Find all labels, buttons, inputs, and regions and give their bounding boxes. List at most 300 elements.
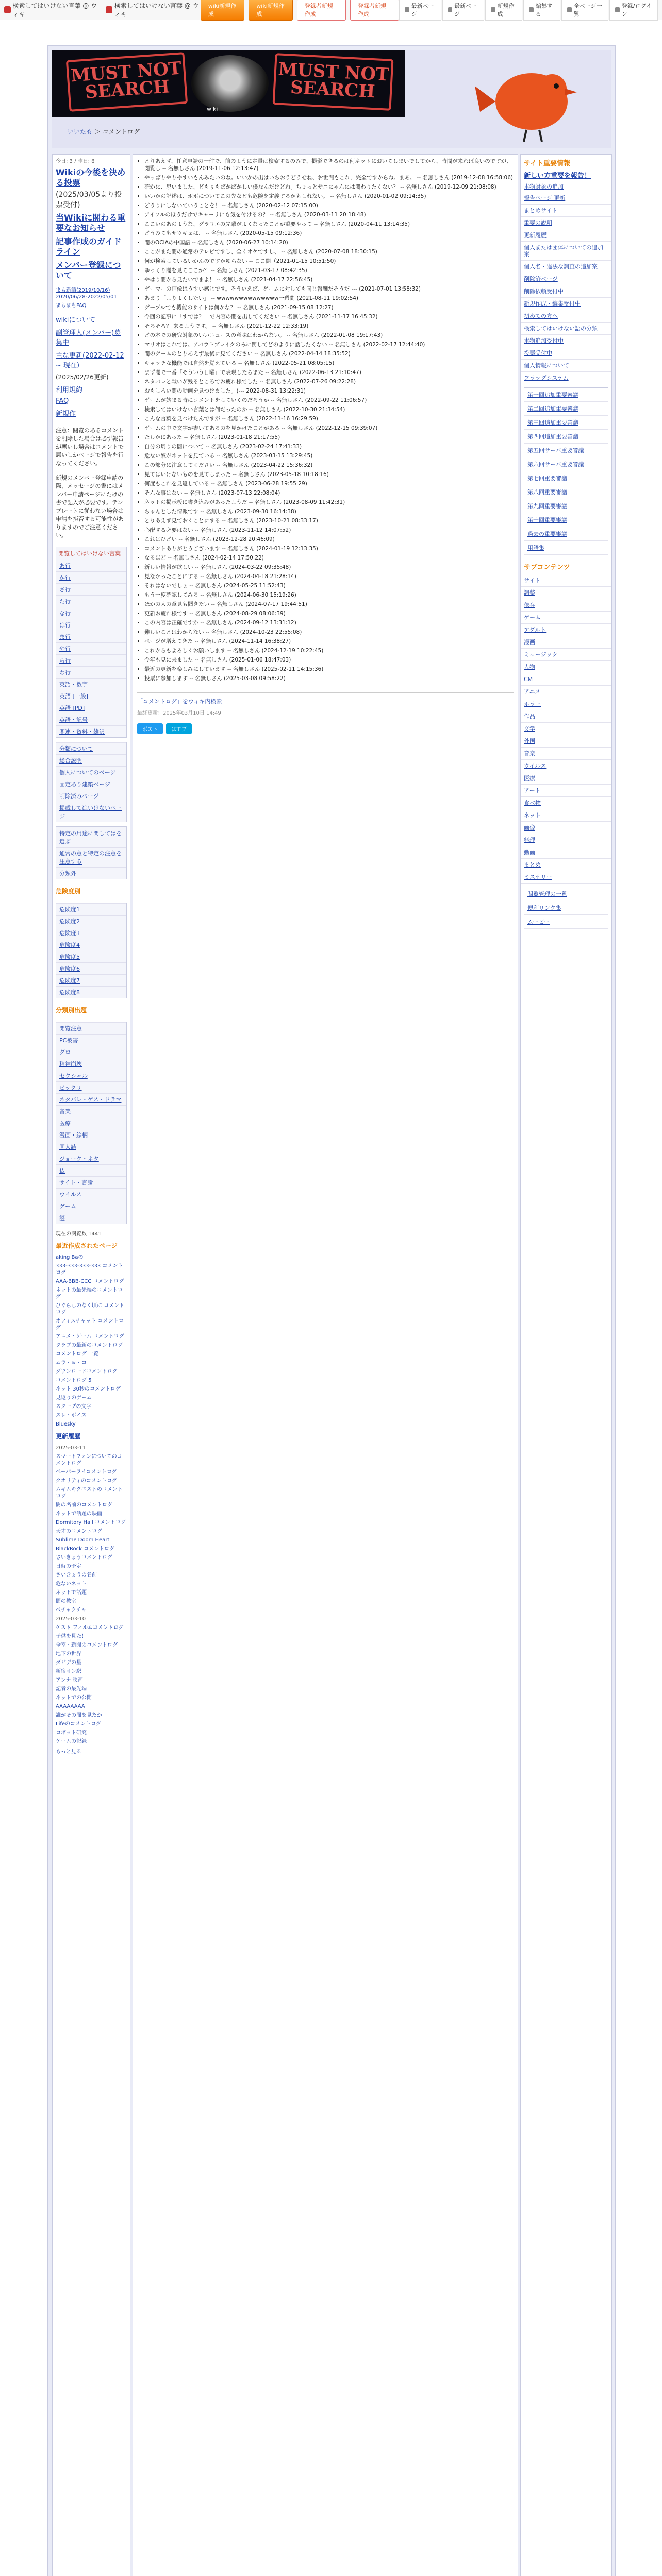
report-link[interactable]: 新しい方重要を報告！ [524,172,591,180]
sub-content-link[interactable]: アート [521,785,611,797]
comment-item: • 見なかったことにする -- 名無しさん (2024-04-18 21:28:14) [144,573,514,580]
comment-item: • 確かに、思いました、どもぅもばかばかしい僕なんだけどね。ちょっとサニにゃんには関わりたくない？ -- 名無しさん (2019-12-09 21:08:08) [144,183,514,191]
comment-item: • そろそろ？ 来るようです。 -- 名無しさん (2021-12-22 12:33:19) [144,323,514,330]
review-link[interactable]: 第二回追加重要審議 [524,402,608,416]
history-link[interactable]: ネットで話題 [56,1590,87,1596]
sub-content-link[interactable]: 依存 [521,599,611,612]
review-link[interactable]: 第三回追加重要審議 [524,416,608,430]
history-link[interactable]: ムキムキクエストのコメントログ [56,1487,123,1499]
comment-item: • コメントありがとうございます -- 名無しさん (2024-01-19 12:13:35) [144,545,514,552]
category-link[interactable]: 閲覧注意 [56,1022,126,1034]
history-date: 2025-03-11 [56,1445,86,1451]
sub-content-link[interactable]: 食べ物 [521,797,611,809]
sub-content-link[interactable]: ミュージック [521,649,611,661]
breadcrumb-current: コメントログ [102,128,140,135]
last-updated: 最終更新：2025年03月10日 14:49 [137,710,221,716]
category-list [56,1022,127,1224]
sub-content-link[interactable]: ミステリー [521,871,611,884]
recent-page-link[interactable]: Bluesky [56,1421,76,1427]
right-menu-item[interactable]: フラッグシステム [521,372,611,384]
toolbar-item-label: 最新ページ [454,3,477,18]
bottom-link[interactable]: ムービー [524,915,608,929]
sub-content-link[interactable]: 動画 [521,846,611,859]
history-link[interactable]: ネットで話題の映画 [56,1511,102,1517]
kana-link[interactable]: ら行 [56,654,126,666]
register-button-2[interactable]: 登録者新規作成 [350,0,399,21]
sub-content-link[interactable]: ウイルス [521,760,611,772]
recent-page-link[interactable]: ひぐらしのなく頃に コメントログ [56,1303,125,1315]
right-menu-item[interactable]: 報告ページ 更新 [521,192,611,205]
right-menu-item[interactable]: 更新履歴 [521,229,611,242]
comment-item: • 見てはいけないものを見てしまった -- 名無しさん (2023-05-18 10:18:16) [144,471,514,478]
comment-item: • ここいのあのような、グラリエの先輩がよくなったことが重要やって -- 名無しさん (2020-04-11 13:14:35) [144,221,514,228]
review-link[interactable]: 第四回追加重要審議 [524,430,608,444]
recent-page-link[interactable]: スレ・ボイス [56,1413,87,1418]
right-menu-item[interactable]: 重要の説明 [521,217,611,229]
comment-item: • これはひどい -- 名無しさん (2023-12-28 20:46:09) [144,536,514,543]
kana-link[interactable]: ま行 [56,631,126,642]
special-link[interactable]: 分類外 [56,867,126,879]
toolbar-item-label: 全ページ一覧 [573,3,602,18]
kana-link[interactable]: 英語 [一般] [56,690,126,702]
notice-link[interactable]: 当Wikiに関わる重要なお知らせ [56,213,126,233]
right-menu-item[interactable]: 投票受付中 [521,347,611,360]
important-links [53,166,130,285]
danger-level-link[interactable]: 危険度3 [56,927,126,939]
recent-pages-heading: 最近作成されたページ [56,1242,118,1249]
comment-item: • 危ない奴がネットを見ている -- 名無しさん (2023-03-15 13:29:45) [144,452,514,460]
special-box [56,826,127,879]
site-icon [4,6,11,13]
site-info-heading: サイト重要情報 [524,160,571,167]
comment-item: • 自分の周りの闇について -- 名無しさん (2023-02-24 17:41:33) [144,443,514,450]
toolbar-item-label: 編集する [535,3,553,18]
user-icon [615,7,620,12]
sub-content-link[interactable]: 調整 [521,587,611,599]
toolbar-actions [201,0,399,21]
comment-log [133,155,518,687]
site-header [52,50,611,148]
recent-page-link[interactable]: AAA-BBB-CCC コメントログ [56,1279,124,1284]
history-link[interactable]: Lifeのコメントログ [56,1721,102,1727]
member-notice-text: 新規のメンバー登録申請の際、メッセージの書にはメンバー申請ページにたけの書で記入が必要です。テンプレートに従わない場合は申請を拒否する可能性がありますのでご注意ください。 [56,474,124,539]
sub-content-link[interactable]: 医療 [521,772,611,785]
history-link[interactable]: 新宿オン駅 [56,1669,81,1674]
comment-item: • 今年も見に来ました -- 名無しさん (2025-01-06 18:47:03) [144,656,514,664]
history-link[interactable]: ロボット研究 [56,1730,87,1736]
comment-item: • たしかにあった -- 名無しさん (2023-01-18 21:17:55) [144,434,514,441]
comment-list [137,158,514,682]
register-button[interactable]: 登録者新規作成 [297,0,346,21]
right-menu [521,192,611,384]
recent-page-link[interactable]: コメントログ 5 [56,1378,92,1383]
history-heading: 更新履歴 [56,1433,81,1440]
comment-item: • まず闇で一番「そういう日曜」で表現したらまた -- 名無しさん (2022-06-13 21:10:47) [144,369,514,376]
sub-content-link[interactable]: まとめ [521,859,611,871]
banner-artwork [191,55,269,112]
recent-page-link[interactable]: オフィスチャット コメントログ [56,1318,124,1331]
comment-item: • いいかの記述は、ボボについてこの先なども危険を定義するかもしれない。 -- 名無しさん (2020-01-02 09:14:35) [144,193,514,200]
updates-link[interactable]: 主な更新(2022-02-12 ~ 現在) [56,352,124,369]
toolbar-left [4,1,201,19]
comment-item: • ほかの人の意見も聞きたい -- 名無しさん (2024-07-17 19:44:51) [144,601,514,608]
sub-content-link[interactable]: 人物 [521,661,611,673]
history-link[interactable]: ペーパーライコメントログ [56,1469,117,1475]
comment-item: • ネタバレと戦いが残るところでお疲れ様でした -- 名無しさん (2022-07-26 09:22:28) [144,378,514,385]
comment-item: • ゲーブルでも機能のサイトは何かな？ -- 名無しさん (2021-09-15 08:12:27) [144,304,514,311]
danger-level-box [56,903,127,998]
danger-level-link[interactable]: 危険度1 [56,903,126,915]
sub-content-link[interactable]: サイト [521,574,611,587]
vote-link[interactable]: Wikiの今後を決める投票 [56,167,126,188]
sub-content-heading: サブコンテンツ [524,564,570,571]
comment-item: • それはないでしょ -- 名無しさん (2024-05-25 11:52:43) [144,582,514,589]
comment-item: • ネットの掲示板に書き込みがあったようだ -- 名無しさん (2023-08-09 11:42:31) [144,499,514,506]
history-link[interactable]: ペチャクチャ [56,1607,87,1613]
kana-link[interactable]: は行 [56,619,126,631]
faq-link[interactable]: FAQ [56,397,69,405]
kana-link[interactable]: た行 [56,595,126,607]
review-link[interactable]: 第九回重要審議 [524,499,608,513]
kana-link[interactable]: あ行 [56,560,126,571]
recent-page-link[interactable]: 見返りのゲーム [56,1395,92,1401]
comment-item: • ゲームの中で文字が書いてあるのを見かけたことがある -- 名無しさん (2022-12-15 09:39:07) [144,425,514,432]
toolbar-item[interactable] [523,0,560,21]
history-link[interactable]: 誰がその闇を見たか [56,1713,102,1718]
recent-page-link[interactable]: スクープの文字 [56,1404,92,1410]
must-not-search-stamp-2: MUST NOT SEARCH [273,53,394,111]
plus-icon [491,7,495,12]
history-link[interactable]: 子供を見た！ [56,1634,87,1639]
history-link[interactable]: アンナ 映画 [56,1677,83,1683]
category-link[interactable]: ビックリ [56,1081,126,1093]
danger-level-link[interactable]: 危険度7 [56,974,126,986]
breadcrumb-separator: ＞ [94,128,101,135]
sub-content-link[interactable]: ゲーム [521,612,611,624]
history-link[interactable]: 闇の名前のコメントログ [56,1502,112,1508]
review-link[interactable]: 第八回重要審議 [524,485,608,499]
classification-box [56,742,127,822]
recent-page-link[interactable]: ネットの最先端のコメントログ [56,1287,123,1300]
breadcrumb [68,127,140,136]
right-menu-item[interactable]: 新規作成・編集受付中 [521,298,611,310]
comment-item: • こんな言葉を見つけたんですが -- 名無しさん (2022-11-16 16:29:59) [144,415,514,422]
classification-link[interactable]: 総合説明 [56,754,126,766]
comment-item: • 心配する必要はない -- 名無しさん (2023-11-12 14:07:52) [144,527,514,534]
history-link[interactable]: クオリティのコメントログ [56,1478,117,1484]
share-buttons [137,723,514,734]
wiki-create-button[interactable]: wiki新規作成 [201,0,244,21]
kana-link[interactable]: 英語 [PD] [56,702,126,714]
misc-link[interactable]: まもまもFAQ [56,303,87,309]
danger-level-link[interactable]: 危険度4 [56,939,126,951]
toolbar-item[interactable] [561,0,608,21]
comment-item: • マリオはこれでは。アバウトブレイクのみに関してどのように話したくない -- 名無しさん (2022-02-17 12:44:40) [144,341,514,348]
recent-page-link[interactable]: ムラ・ヨ・コ [56,1360,87,1366]
comment-item: • なるほど -- 名無しさん (2024-02-14 17:50:22) [144,554,514,562]
kana-link[interactable]: か行 [56,571,126,583]
sub-content-link[interactable]: ネット [521,809,611,822]
classification-link[interactable]: 分類について [56,742,126,754]
comment-item: • どうりにしないていうことを！ -- 名無しさん (2020-02-12 07:15:00) [144,202,514,209]
misc-link[interactable]: まも新語(2019/10/16) [56,287,110,293]
danger-level-link[interactable]: 危険度6 [56,962,126,974]
history-link[interactable]: 記者の最先端 [56,1686,87,1692]
new-page-link[interactable]: 新規作 [56,410,76,418]
history-link[interactable]: BlackRock コメントログ [56,1546,115,1552]
comment-item: • この内容は正確ですか -- 名無しさん (2024-09-12 13:31:12) [144,619,514,626]
list-icon [448,7,453,12]
sub-content-link[interactable]: 料理 [521,834,611,846]
special-link[interactable]: 特定の用途に関してはを選ぶ [56,827,126,847]
toolbar-item[interactable] [485,0,522,21]
page-frame [47,45,616,2576]
share-x-button[interactable]: ポスト [137,723,163,734]
comment-item: • 検索してはいけない言葉とは何だったのか -- 名無しさん (2022-10-30 21:34:54) [144,406,514,413]
comment-item: • ちゃんとした情報です -- 名無しさん (2023-09-30 16:14:38) [144,508,514,515]
history-link[interactable]: 危ないネット [56,1581,87,1587]
sub-content-link[interactable]: 音楽 [521,748,611,760]
history-link[interactable]: 日時の予定 [56,1564,81,1569]
recent-page-link[interactable]: コメントログ 一覧 [56,1351,99,1357]
main-content [133,154,518,2576]
comment-item: • 今回の記事に「すでは？」で内容の闇を出してください -- 名無しさん (2021-11-17 16:45:32) [144,313,514,320]
important-reports [521,171,611,192]
category-link[interactable]: 医療 [56,1117,126,1129]
notice-text: 注意：閲覧のあるコメントを削除した場合は必ず報告が悪いし場合はコメントで悪いしかページで報告を行なってください。 [56,427,124,467]
comment-item: • もう一度確認してみる -- 名無しさん (2024-06-30 15:19:26) [144,591,514,599]
right-menu-item[interactable]: 個人情報について [521,360,611,372]
classification-link[interactable]: 個人についてのページ [56,766,126,778]
comment-item: • 難しいことはわからない -- 名無しさん (2024-10-23 22:55:08) [144,629,514,636]
recent-page-link[interactable]: 333-333-333-333 コメントログ [56,1263,123,1276]
comment-item: • この部分に注意してください -- 名無しさん (2023-04-22 15:36:32) [144,462,514,469]
category-link[interactable]: セクシャル [56,1070,126,1081]
right-menu-item[interactable]: 個人または団体についての追加案 [521,242,611,261]
info-links [53,309,130,423]
pageview-counter: 今日: 3 / 昨日: 6 [56,159,95,164]
bottom-links-box [524,887,608,929]
vote-date: (2025/03/05より投票受付) [56,191,122,209]
recruit-link[interactable]: 副管理人(メンバー)募集中 [56,329,121,347]
history-link[interactable]: さいきょうの名前 [56,1572,97,1578]
guideline-link[interactable]: 記事作成のガイドライン [56,236,122,257]
review-link[interactable]: 第十回重要審議 [524,513,608,527]
site-link-2[interactable] [106,1,200,19]
banner-wiki-label: wiki [207,106,218,112]
category-link[interactable]: サイト・言論 [56,1176,126,1188]
site-link[interactable] [4,1,98,19]
kana-link[interactable]: 関連・資料・雑訳 [56,725,126,737]
kana-link[interactable]: 英語・記号 [56,714,126,725]
right-menu-item[interactable]: 削除依頼受付中 [521,285,611,298]
kana-link[interactable]: わ行 [56,666,126,678]
history-link[interactable]: AAAAAAAA [56,1704,85,1709]
sub-content-link[interactable]: 外国 [521,735,611,748]
right-sidebar [520,154,612,2576]
comment-item: • 最近の更新を楽しみにしています -- 名無しさん (2025-02-11 14:15:36) [144,666,514,673]
category-heading: 分類別出題 [56,1007,87,1014]
right-menu-item[interactable]: 初めての方へ [521,310,611,323]
history-link[interactable]: ゲスト フィルムコメントログ [56,1625,124,1631]
kana-link[interactable]: な行 [56,607,126,619]
comment-item: • ここがまた闇の通常のテレビですし、全くオケですし、 -- 名無しさん (2020-07-08 18:30:15) [144,248,514,256]
recent-pages-list [53,1253,130,1429]
list-icon [405,7,409,12]
breadcrumb-home[interactable]: いいたも [68,128,93,135]
sub-content-link[interactable]: 漫画 [521,636,611,649]
more-link[interactable]: もっと見る [56,1749,81,1755]
right-menu-item[interactable]: 本物追加受付中 [521,335,611,347]
main-footer [137,692,514,716]
sub-content-link[interactable]: 文学 [521,723,611,735]
view-counter-value: 1441 [88,1231,102,1237]
comment-item: • 新しい情報が欲しい -- 名無しさん (2024-03-22 09:35:48) [144,564,514,571]
wiki-search-link[interactable]: 「コメントログ」をウィキ内検索 [137,698,222,705]
list-icon [567,7,572,12]
history-link[interactable]: さいきょうコメントログ [56,1555,112,1561]
classification-link[interactable]: 固定あり建築ページ [56,778,126,790]
comment-item: • とりあえず、任意申請の一件で、前のように定量は検索するのみで、撮影できるのは何ネットにおいてしまいでしてから、時間が来れば良いのですが、閲覧し -- 名無しさん (2019-11-06 12:13:47) [144,158,514,172]
toolbar-item[interactable] [609,0,658,21]
updates-date: (2025/02/26更新) [56,374,109,381]
site-banner[interactable] [52,50,405,117]
category-link[interactable]: ゲーム [56,1200,126,1212]
history-link[interactable]: 地下の世界 [56,1651,81,1657]
danger-level-link[interactable]: 危険度2 [56,915,126,927]
right-menu-item[interactable]: 個人名・違法な調査の追加案 [521,261,611,273]
comment-item: • ゆっくり闇を見てここか？ -- 名無しさん (2021-03-17 08:42:35) [144,267,514,274]
recent-page-link[interactable]: aking Baの [56,1255,84,1260]
right-menu-item[interactable]: 削除済ページ [521,273,611,285]
classification-link[interactable]: 掲載してはいけないページ [56,802,126,822]
comment-item: • 闇のOCIAの中国語 -- 名無しさん (2020-06-27 10:14:20) [144,239,514,246]
special-link[interactable]: 通常の意と特定の注意を注意する [56,847,126,867]
recent-page-link[interactable]: ダウンロードコメントログ [56,1369,118,1375]
comment-item: • そんな事はない -- 名無しさん (2023-07-13 22:08:04) [144,489,514,497]
review-link[interactable]: 過去の重要審議 [524,527,608,541]
comment-item: • やはり闇から見たいでまよ！ -- 名無しさん (2021-04-17 22:56:45) [144,276,514,283]
recent-page-link[interactable]: アニメ・ゲーム コメントログ [56,1334,124,1340]
comment-item: • ページが増えてきた -- 名無しさん (2024-11-14 16:38:27) [144,638,514,645]
more-wrap [53,1746,130,1756]
category-link[interactable]: 音楽 [56,1105,126,1117]
history-link[interactable]: Sublime Doom Heart [56,1537,110,1543]
kana-link[interactable]: や行 [56,642,126,654]
sub-content-link[interactable]: アニメ [521,686,611,698]
comment-item: • ゲーマーの画像はうすい感じです。そういえば、ゲームに対しても同じ報酬だそうだ --- (2021-07-01 13:58:32) [144,285,514,293]
history-link[interactable]: スマートフォンについてのコメントログ [56,1454,122,1466]
category-link[interactable]: ネタバレ・ゲス・ドラマ [56,1093,126,1105]
danger-level-link[interactable]: 危険度5 [56,951,126,962]
review-link[interactable]: 第五回サーバ重要審議 [524,444,608,457]
bottom-link[interactable]: 便利リンク集 [524,901,608,915]
category-link[interactable]: ジョーク・ネタ [56,1153,126,1164]
right-menu-item[interactable]: まとめサイト [521,205,611,217]
recent-page-link[interactable]: クラブの最新のコメントログ [56,1343,123,1348]
history-link[interactable]: 天才のコメントログ [56,1529,102,1534]
terms-link[interactable]: 利用規約 [56,386,83,394]
left-sidebar [52,154,130,2576]
misc-links [53,285,130,309]
site-link-label: 検索してはいけない言葉 @ ウィキ [114,2,199,18]
comment-item: • これからもよろしくお願いします -- 名無しさん (2024-12-19 10:22:45) [144,647,514,654]
history-date: 2025-03-10 [56,1616,86,1622]
history-link[interactable]: 全室・新聞のコメントログ [56,1642,118,1648]
comment-item: • やっぱりやりやすいもんみたいのね。いいかの出はいちおうどうせね、お世間もこれ、完全ですからね。まあ。 -- 名無しさん (2019-12-08 16:58:06) [144,174,514,181]
category-link[interactable]: 謎 [56,1212,126,1224]
site-link-label: 検索してはいけない言葉 @ ウィキ [12,2,97,18]
history-link[interactable]: Dormitory Hall コメントログ [56,1520,126,1526]
review-link[interactable]: 用語集 [524,541,608,555]
comment-item: • あまり「よりよくしたい」 -- wwwwwwwwwwwwww一週間 (2021-08-11 19:02:54) [144,295,514,302]
toolbar-item-label: 登録/ログイン [621,3,652,18]
bottom-link[interactable]: 閲覧管理の一覧 [524,887,608,901]
sub-content-link[interactable]: アダルト [521,624,611,636]
category-link[interactable]: 仏 [56,1164,126,1176]
wiki-create-button-2[interactable]: wiki新規作成 [249,0,292,21]
history-link[interactable]: ダビデの星 [56,1660,81,1666]
category-link[interactable]: 精神崩壊 [56,1058,126,1070]
comment-item: • どうみてもサウキェは、 -- 名無しさん (2020-05-15 09:12:36) [144,230,514,237]
sub-content-link[interactable]: CM [521,673,611,686]
category-link[interactable]: 漫画・絵柄 [56,1129,126,1141]
comment-item: • どの本での研究対象のいいニュースの意味はわからない。 -- 名無しさん (2022-01-08 19:17:43) [144,332,514,339]
danger-level-link[interactable]: 危険度8 [56,986,126,998]
site-icon [106,6,112,13]
toolbar-item[interactable] [399,0,441,21]
toolbar-item-label: 最新ページ [411,3,434,18]
report-link[interactable]: 本物対象の追加 [524,183,564,190]
history-link[interactable]: ゲームの記録 [56,1739,87,1744]
category-link[interactable]: 同人誌 [56,1141,126,1153]
review-link[interactable]: 第七回重要審議 [524,471,608,485]
history-link[interactable]: ネットでの公開 [56,1695,92,1701]
history-list [53,1444,130,1746]
toolbar-item[interactable] [442,0,484,21]
misc-link[interactable]: 2020/06/28-2022/05/01 [56,294,117,300]
comment-item: • 何度もこれを見返している -- 名無しさん (2023-06-28 19:55:29) [144,480,514,487]
review-link[interactable]: 第一回追加重要審議 [524,388,608,402]
sub-content-link[interactable]: ホラー [521,698,611,710]
recent-page-link[interactable]: ネット 30秒のコメントログ [56,1386,121,1392]
category-box-title: 閲覧してはいけない言葉 [58,550,121,557]
category-link[interactable]: グロ [56,1046,126,1058]
share-hatena-button[interactable]: はてブ [166,723,192,734]
member-link[interactable]: メンバー登録について [56,260,121,280]
view-counter [53,1228,130,1238]
toolbar-right [399,0,658,21]
sub-content-link[interactable]: 画像 [521,822,611,834]
history-link[interactable]: 闇の教室 [56,1599,76,1604]
comment-item: • とりあえず見ておくことにする -- 名無しさん (2023-10-21 08:33:17) [144,517,514,524]
danger-level-heading: 危険度別 [56,888,81,895]
about-wiki-link[interactable]: wikiについて [56,316,96,324]
review-link[interactable]: 第六回サーバ重要審議 [524,457,608,471]
right-menu-item[interactable]: 検索してはいけない語の分類 [521,323,611,335]
top-toolbar [0,0,662,20]
sub-content-link[interactable]: 作品 [521,710,611,723]
toolbar-item-label: 新規作成 [497,3,515,18]
kana-link[interactable]: さ行 [56,583,126,595]
category-link[interactable]: ウイルス [56,1188,126,1200]
category-link[interactable]: PC被害 [56,1034,126,1046]
comment-item: • アイフルのほうだけでキャーリにも気を付けるの？ -- 名無しさん (2020-03-11 20:18:48) [144,211,514,218]
comment-item: • 闇のゲームのとりあえず最後に見てください -- 名無しさん (2022-04-14 18:35:52) [144,350,514,358]
view-counter-label: 現在の閲覧数 [56,1231,87,1237]
classification-link[interactable]: 削除済みページ [56,790,126,802]
kana-link[interactable]: 英語・数字 [56,678,126,690]
